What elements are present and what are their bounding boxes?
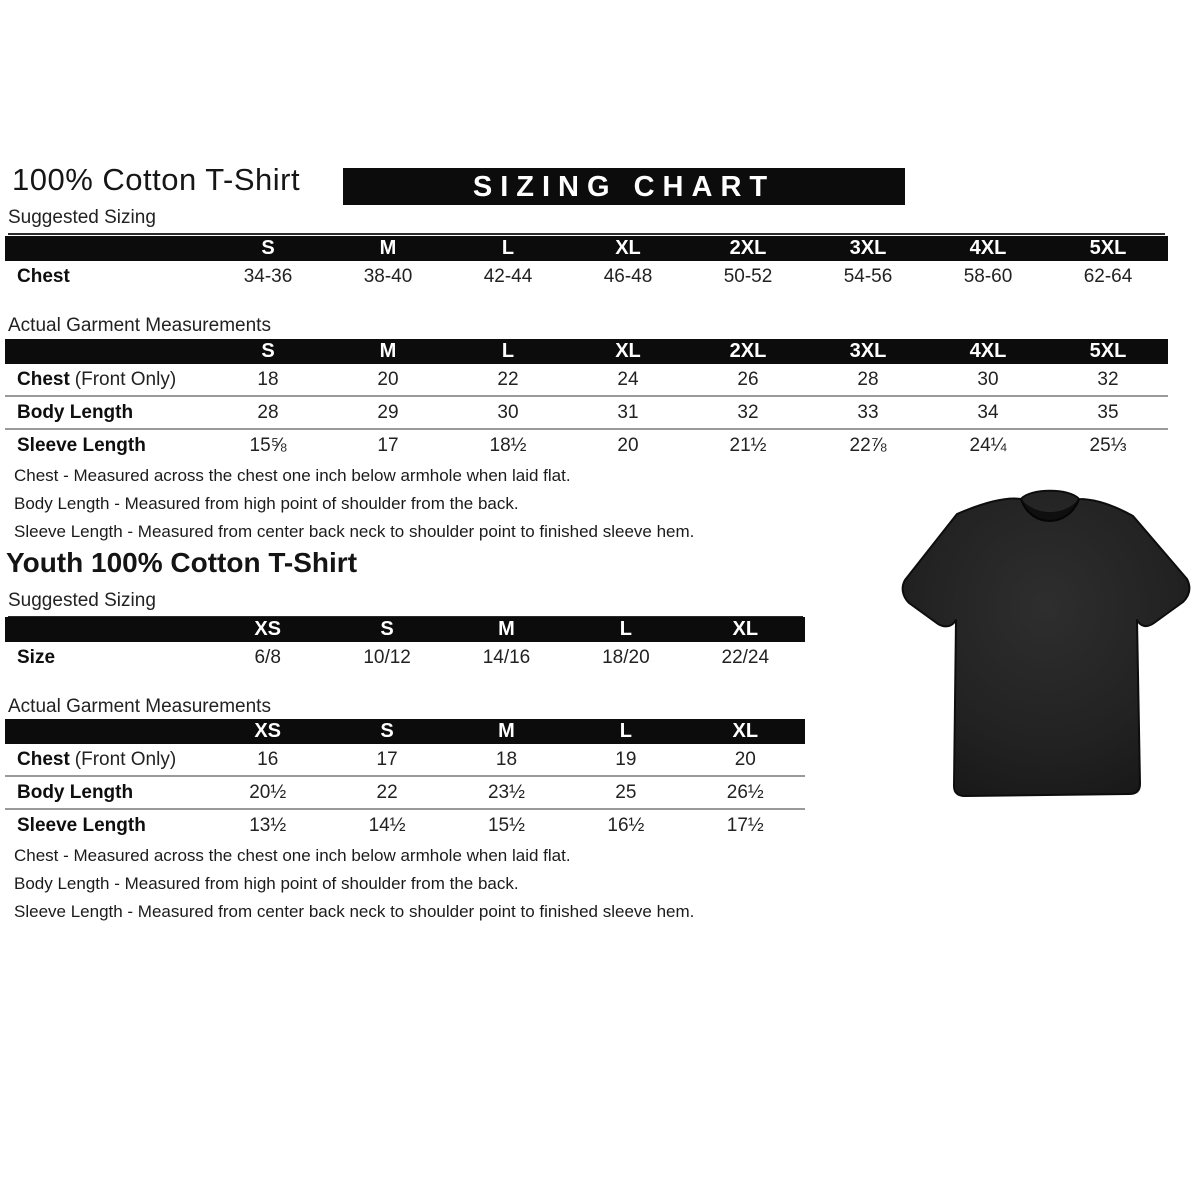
table-cell: 18 — [447, 744, 566, 776]
size-column-header: S — [208, 339, 328, 364]
table-cell: 15⅝ — [249, 434, 287, 456]
size-column-header: 3XL — [808, 339, 928, 364]
adult-measurements-table — [5, 339, 1168, 461]
table-cell: 17½ — [726, 814, 764, 836]
empty-header-cell — [5, 719, 208, 744]
table-cell: 21½ — [729, 434, 767, 456]
youth-suggested-sizing-label: Suggested Sizing — [8, 590, 803, 618]
table-cell: 32 — [1048, 364, 1168, 396]
table-cell: 6/8 — [254, 646, 281, 668]
table-header-row — [5, 339, 1168, 364]
empty-header-cell — [5, 339, 208, 364]
size-column-header: 3XL — [808, 236, 928, 261]
table-cell: 20 — [686, 744, 805, 776]
table-cell: 16 — [208, 744, 327, 776]
table-cell: 26 — [688, 364, 808, 396]
table-cell: 19 — [566, 744, 685, 776]
table-cell: 28 — [808, 364, 928, 396]
table-cell: 25⅓ — [1089, 434, 1127, 456]
table-cell: 25 — [566, 776, 685, 809]
table-cell: 20½ — [208, 776, 327, 809]
table-cell: 33 — [808, 396, 928, 429]
table-row — [5, 396, 1168, 429]
table-cell: 46-48 — [603, 265, 653, 287]
size-column-header: 2XL — [688, 339, 808, 364]
table-cell: 58-60 — [963, 265, 1013, 287]
table-header-row — [5, 236, 1168, 261]
table-cell: 14½ — [368, 814, 406, 836]
table-cell: 22 — [448, 364, 568, 396]
size-column-header: L — [566, 617, 685, 642]
size-column-header: 4XL — [928, 236, 1048, 261]
row-label-sleeve-length: Sleeve Length — [17, 814, 146, 836]
table-cell: 34 — [928, 396, 1048, 429]
size-column-header: XL — [568, 236, 688, 261]
size-column-header: M — [447, 617, 566, 642]
table-cell: 34-36 — [243, 265, 293, 287]
table-cell: 20 — [617, 434, 639, 456]
table-cell: 35 — [1048, 396, 1168, 429]
row-label-chest: Chest — [17, 265, 70, 287]
size-column-header: M — [328, 236, 448, 261]
size-column-header: XL — [686, 617, 805, 642]
note-line: Body Length - Measured from high point of shoulder from the back. — [14, 874, 519, 893]
table-cell: 17 — [377, 434, 399, 456]
table-header-row — [5, 617, 805, 642]
table-cell: 10/12 — [363, 646, 411, 668]
adult-suggested-sizing-table — [5, 236, 1168, 292]
youth-measurement-notes — [14, 842, 694, 926]
note-line: Sleeve Length - Measured from center back neck to shoulder point to finished sleeve hem. — [14, 902, 695, 921]
sizing-chart-banner: SIZING CHART — [343, 168, 905, 205]
page-title: 100% Cotton T-Shirt — [12, 162, 301, 197]
table-row — [5, 261, 1168, 292]
size-column-header: M — [447, 719, 566, 744]
table-cell: 31 — [568, 396, 688, 429]
table-row — [5, 744, 805, 776]
table-cell: 42-44 — [483, 265, 533, 287]
black-tshirt-image — [893, 476, 1199, 808]
note-line: Sleeve Length - Measured from center back neck to shoulder point to finished sleeve hem. — [14, 522, 695, 541]
table-header-row — [5, 719, 805, 744]
size-column-header: S — [208, 236, 328, 261]
empty-header-cell — [5, 617, 208, 642]
table-cell: 24 — [568, 364, 688, 396]
size-column-header: S — [327, 719, 446, 744]
youth-section-title: Youth 100% Cotton T-Shirt — [6, 547, 358, 578]
row-label-chest-front-only: Chest (Front Only) — [5, 364, 208, 396]
row-label-body-length: Body Length — [5, 776, 208, 809]
row-label-chest-front-only: Chest (Front Only) — [5, 744, 208, 776]
youth-measurements-label: Actual Garment Measurements — [8, 696, 271, 717]
table-cell: 13½ — [249, 814, 287, 836]
size-column-header: M — [328, 339, 448, 364]
note-line: Chest - Measured across the chest one inch below armhole when laid flat. — [14, 466, 571, 485]
size-column-header: L — [448, 236, 568, 261]
table-cell: 15½ — [487, 814, 525, 836]
tshirt-icon — [893, 476, 1199, 808]
table-cell: 26½ — [686, 776, 805, 809]
size-column-header: S — [327, 617, 446, 642]
size-column-header: 5XL — [1048, 339, 1168, 364]
size-column-header: 5XL — [1048, 236, 1168, 261]
table-cell: 23½ — [447, 776, 566, 809]
table-cell: 14/16 — [482, 646, 531, 668]
table-row — [5, 364, 1168, 396]
table-cell: 22⅞ — [849, 434, 887, 456]
adult-suggested-sizing-label: Suggested Sizing — [8, 207, 1165, 235]
table-cell: 22/24 — [721, 646, 770, 668]
table-cell: 54-56 — [843, 265, 893, 287]
adult-measurement-notes — [14, 462, 694, 546]
youth-measurements-table — [5, 719, 805, 841]
table-cell: 18 — [208, 364, 328, 396]
size-column-header: L — [566, 719, 685, 744]
table-cell: 28 — [208, 396, 328, 429]
table-cell: 22 — [327, 776, 446, 809]
table-cell: 30 — [448, 396, 568, 429]
table-cell: 32 — [688, 396, 808, 429]
size-column-header: XS — [208, 719, 327, 744]
note-line: Chest - Measured across the chest one inch below armhole when laid flat. — [14, 846, 571, 865]
table-cell: 62-64 — [1083, 265, 1133, 287]
size-column-header: XL — [568, 339, 688, 364]
table-cell: 50-52 — [723, 265, 773, 287]
table-cell: 18½ — [489, 434, 527, 456]
row-label-body-length: Body Length — [5, 396, 208, 429]
row-label-suffix: (Front Only) — [74, 368, 177, 390]
table-row — [5, 429, 1168, 461]
table-row — [5, 776, 805, 809]
row-label-size: Size — [17, 646, 56, 668]
table-cell: 29 — [328, 396, 448, 429]
size-column-header: 4XL — [928, 339, 1048, 364]
note-line: Body Length - Measured from high point of shoulder from the back. — [14, 494, 519, 513]
youth-suggested-sizing-table — [5, 617, 805, 673]
size-column-header: 2XL — [688, 236, 808, 261]
table-row — [5, 809, 805, 841]
table-cell: 24¼ — [969, 434, 1007, 456]
empty-header-cell — [5, 236, 208, 261]
size-column-header: XL — [686, 719, 805, 744]
table-cell: 18/20 — [602, 646, 650, 668]
size-column-header: L — [448, 339, 568, 364]
row-label-suffix: (Front Only) — [74, 748, 177, 770]
table-cell: 38-40 — [363, 265, 413, 287]
adult-measurements-label: Actual Garment Measurements — [8, 315, 271, 336]
table-cell: 17 — [327, 744, 446, 776]
table-cell: 16½ — [607, 814, 645, 836]
table-row — [5, 642, 805, 673]
row-label-sleeve-length: Sleeve Length — [17, 434, 146, 456]
table-cell: 30 — [928, 364, 1048, 396]
size-column-header: XS — [208, 617, 327, 642]
table-cell: 20 — [328, 364, 448, 396]
